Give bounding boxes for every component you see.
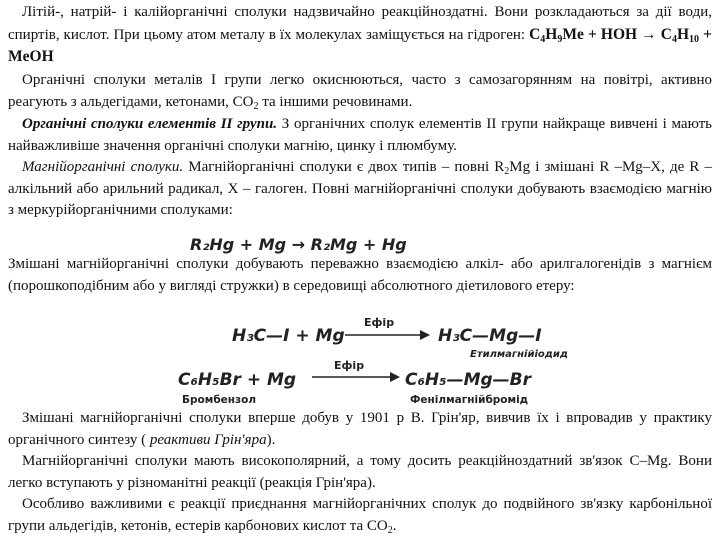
equation-full-grignard: R₂Hg + Mg → R₂Mg + Hg: [190, 235, 407, 254]
equation-phenyl-product: C₆H₅—Mg—Br: [405, 370, 532, 390]
equation-methyl-product: H₃C—Mg—I: [438, 326, 542, 346]
equation-phenyl-reactants: C₆H₅Br + Mg: [178, 370, 297, 390]
paragraph-group-two: Органічні сполуки елементів II групи. З органічних сполук елементів II групи найкраще вивчені і мають найважливіше значення органічні сполуки магнію, цинку і плюмбуму.: [8, 116, 712, 154]
equation-methyl-reactants: H₃C—I + Mg: [232, 326, 345, 346]
compound-name-ethylmagnesium-iodide: Етилмагнійіодид: [470, 349, 568, 360]
compound-name-phenylmagnesium-bromide: Фенілмагнійбромід: [410, 394, 529, 406]
arrow-head: [420, 330, 430, 340]
hydrolysis-equation: $C_4H_9Me$ + HOH → $C_4H_{10}$ + MeOH: [8, 25, 712, 65]
section-heading-magnesium: Магнійорганічні сполуки.: [22, 159, 184, 175]
paragraph-magnesium-compounds: Магнійорганічні сполуки. Магнійорганічні сполуки є двох типів – повні $R_2Mg$ і змішані R –Mg–X, де R – алкільний або арильний радикал, X – галоген. Повні магнійорганічні сполуки добувають взаємодією магнію з меркурійорганічними сполуками:: [8, 159, 713, 218]
paragraph-polar-bond: Магнійорганічні сполуки мають високополярний, а тому досить реакційноздатний зв'язок C–Mg. Вони легко вступають у різноманітні реакції (реакція Грін'яра).: [8, 453, 712, 491]
section-heading-group-two: Органічні сполуки елементів II групи.: [22, 116, 278, 132]
paragraph-grignard-history: Змішані магнійорганічні сполуки вперше добув у 1901 р В. Грін'яр, вивчив їх і впровадив у практику органічного синтезу ( реактиви Грін'яра).: [8, 410, 712, 448]
paragraph-oxidation: Органічні сполуки металів I групи легко окиснюються, часто з самозагорянням на повітрі, активно реагують з альдегідами, кетонами, $СО_2$ та іншими речовинами.: [8, 72, 712, 112]
paragraph-mixed-compounds: Змішані магнійорганічні сполуки добувають переважно взаємодією алкіл- або арилгалогенідів з магнієм (порошкоподібним або у вигляді стружки) в середовищі абсолютного діетилового етеру:: [8, 256, 712, 294]
grignard-reagents-term: реактиви Грін'яра: [149, 431, 267, 448]
compound-name-bromobenzene: Бромбензол: [182, 394, 257, 406]
reaction-condition-ether: Ефір: [364, 316, 395, 329]
reaction-condition-ether: Ефір: [334, 359, 365, 372]
paragraph-text: Літій-, натрій- і калійорганічні сполуки надзвичайно реакційноздатні. Вони розкладаються за дії води, спиртів, кислот. При цьому атом металу в їх молекулах заміщується на гідроген:: [8, 4, 712, 43]
paragraph-addition-reactions: Особливо важливими є реакції приєднання магнійорганічних сполук до подвійного зв'язку карбонільної групи альдегідів, кетонів, естерів карбонових кислот та $СО_2$.: [8, 496, 712, 536]
arrow-head: [390, 372, 400, 382]
